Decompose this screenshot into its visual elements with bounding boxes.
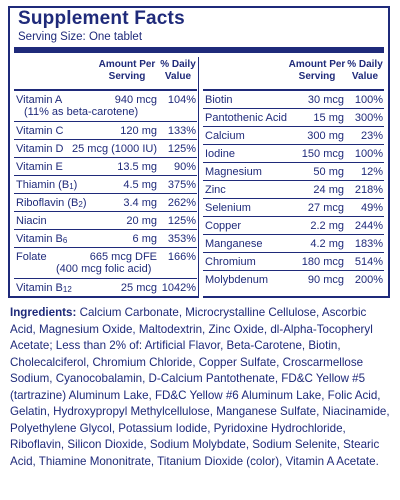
- nutrient-name-text: Niacin: [16, 215, 47, 227]
- nutrient-amount: 150 mcg: [301, 148, 344, 160]
- nutrient-row: [14, 176, 197, 194]
- nutrient-name-text: Iodine: [205, 148, 235, 160]
- nutrient-name: [16, 158, 63, 176]
- nutrient-name-text: Molybdenum: [205, 274, 268, 286]
- nutrient-name: [16, 248, 47, 266]
- nutrient-amount: 13.5 mg: [117, 161, 157, 173]
- nutrient-name: [16, 279, 72, 299]
- nutrient-name: [205, 199, 251, 217]
- amount-header-line1: Amount Per: [288, 59, 346, 70]
- nutrient-daily-value: 90%: [173, 161, 196, 173]
- right-nutrient-column: [203, 57, 384, 289]
- nutrient-name-text: Biotin: [205, 94, 233, 106]
- nutrient-name: [205, 253, 256, 271]
- panel-title: Supplement Facts: [18, 8, 185, 29]
- nutrient-daily-value: 514%: [354, 256, 383, 268]
- nutrient-row: [203, 145, 384, 163]
- nutrient-daily-value: 100%: [354, 148, 383, 160]
- nutrient-name-text: Manganese: [205, 238, 263, 250]
- nutrient-daily-value: 244%: [354, 220, 383, 232]
- nutrient-subscript: 12: [62, 285, 72, 294]
- nutrient-subscript: 6: [62, 236, 68, 245]
- nutrient-amount: 20 mg: [126, 215, 157, 227]
- nutrient-amount: 4.5 mg: [123, 179, 157, 191]
- nutrient-amount: 30 mcg: [307, 94, 344, 106]
- nutrient-name: [205, 127, 245, 145]
- nutrient-daily-value: 183%: [354, 238, 383, 250]
- dv-header: [159, 59, 197, 83]
- nutrient-name: [205, 91, 233, 109]
- nutrient-amount: 3.4 mg: [123, 197, 157, 209]
- nutrient-name: [205, 271, 268, 289]
- supplement-facts-panel: [8, 6, 390, 298]
- nutrient-name: [205, 235, 263, 253]
- dv-header-line2: Value: [164, 71, 192, 82]
- nutrient-row: [203, 235, 384, 253]
- nutrient-name: [205, 163, 262, 181]
- nutrient-row: [14, 140, 197, 158]
- nutrient-amount: 2.2 mg: [310, 220, 344, 232]
- nutrient-row: [14, 279, 197, 297]
- nutrient-row: [14, 194, 197, 212]
- nutrient-row: [203, 181, 384, 199]
- nutrient-name: [205, 109, 287, 127]
- nutrient-amount: 50 mg: [313, 166, 344, 178]
- nutrient-name-text: Riboflavin (B: [16, 197, 79, 209]
- nutrient-note: (400 mcg folic acid): [56, 263, 152, 275]
- nutrient-name: [205, 145, 235, 163]
- dv-header-line2: Value: [351, 71, 379, 82]
- nutrient-daily-value: 262%: [167, 197, 196, 209]
- nutrient-name-text: Vitamin D: [16, 143, 64, 155]
- nutrient-daily-value: 375%: [167, 179, 196, 191]
- nutrient-row: [203, 271, 384, 289]
- nutrient-name-text: Vitamin C: [16, 125, 64, 137]
- nutrient-amount: 6 mg: [132, 233, 157, 245]
- nutrient-row: [14, 230, 197, 248]
- nutrient-daily-value: 353%: [167, 233, 196, 245]
- nutrient-row: [203, 163, 384, 181]
- nutrient-row: [203, 253, 384, 271]
- nutrient-subscript: 1: [69, 182, 74, 191]
- nutrient-name: [16, 140, 63, 158]
- nutrient-daily-value: 125%: [167, 143, 196, 155]
- nutrient-subscript: 2: [78, 200, 83, 209]
- nutrient-daily-value: 166%: [167, 251, 196, 263]
- nutrient-name-text: Vitamin B: [16, 233, 63, 245]
- nutrient-amount: 25 mcg (1000 IU): [72, 143, 157, 155]
- nutrient-name-text: Thiamin (B: [16, 179, 70, 191]
- amount-header: [285, 59, 349, 83]
- nutrient-daily-value: 23%: [360, 130, 383, 142]
- nutrient-amount: 24 mg: [313, 184, 344, 196]
- nutrient-daily-value: 104%: [167, 94, 196, 106]
- right-rows: [203, 91, 384, 289]
- amount-header-line1: Amount Per: [98, 59, 156, 70]
- nutrient-name-text: Selenium: [205, 202, 251, 214]
- right-column-header: [203, 57, 384, 91]
- nutrient-daily-value: 300%: [354, 112, 383, 124]
- nutrient-amount: 120 mg: [120, 125, 157, 137]
- nutrient-name-text: Folate: [16, 251, 47, 263]
- nutrient-amount: 300 mg: [307, 130, 344, 142]
- nutrient-amount: 180 mcg: [301, 256, 344, 268]
- left-column-header: [14, 57, 197, 91]
- nutrient-name: [205, 181, 226, 199]
- nutrient-amount: 15 mg: [313, 112, 344, 124]
- nutrient-name: [16, 230, 67, 250]
- nutrient-note: (11% as beta-carotene): [24, 106, 139, 118]
- nutrient-name: [16, 176, 77, 196]
- nutrient-amount: 25 mcg: [120, 282, 157, 294]
- nutrient-row: [203, 127, 384, 145]
- amount-header: [92, 59, 162, 83]
- nutrient-daily-value: 133%: [167, 125, 196, 137]
- nutrient-amount: 665 mcg DFE: [89, 251, 157, 263]
- nutrient-name: [16, 194, 86, 214]
- nutrient-name-end: ): [73, 179, 78, 191]
- ingredients-label: Ingredients:: [10, 306, 77, 319]
- amount-header-line2: Serving: [298, 71, 336, 82]
- amount-header-line2: Serving: [108, 71, 146, 82]
- dv-header-line1: % Daily: [160, 59, 196, 70]
- nutrient-amount: 27 mcg: [307, 202, 344, 214]
- nutrient-row: [14, 248, 197, 279]
- ingredients-text: Calcium Carbonate, Microcrystalline Cellulose, Ascorbic Acid, Magnesium Oxide, Maltodextrin, Zinc Oxide, dl-Alpha-Tocopheryl Acetate; Less than 2% of: Artificial Flavor, Beta-Carotene, Biotin, Cholecalciferol, Chromium Chloride, Copper Sulfate, Croscarmellose Sodium, Cyanocobalamin, D-Calcium Pantothenate, FD&C Yellow #5 (tartrazine) Aluminum Lake, FD&C Yellow #6 Aluminum Lake, Folic Acid, Gelatin, Hydroxypropyl Methylcellulose, Manganese Sulfate, Niacinamide, Polyethylene Glycol, Potassium Iodide, Pyridoxine Hydrochloride, Riboflavin, Silicon Dioxide, Sodium Molybdate, Sodium Selenite, Stearic Acid, Thiamine Mononitrate, Titanium Dioxide (color), Vitamin A Acetate.: [10, 306, 390, 468]
- nutrient-daily-value: 125%: [167, 215, 196, 227]
- dv-header-line1: % Daily: [347, 59, 383, 70]
- nutrient-name-text: Magnesium: [205, 166, 262, 178]
- nutrient-daily-value: 49%: [360, 202, 383, 214]
- nutrient-daily-value: 200%: [354, 274, 383, 286]
- nutrient-row: [203, 91, 384, 109]
- nutrient-name-text: Vitamin A: [16, 94, 63, 106]
- left-nutrient-column: [14, 57, 197, 297]
- serving-size: Serving Size: One tablet: [18, 31, 143, 43]
- nutrient-name-text: Vitamin E: [16, 161, 63, 173]
- nutrient-name: [16, 212, 47, 230]
- nutrient-row: [203, 199, 384, 217]
- nutrient-row: [14, 122, 197, 140]
- nutrient-amount: 4.2 mg: [310, 238, 344, 250]
- nutrient-row: [14, 91, 197, 122]
- nutrient-daily-value: 12%: [360, 166, 383, 178]
- nutrient-row: [14, 158, 197, 176]
- nutrient-name-text: Copper: [205, 220, 242, 232]
- nutrient-name-text: Zinc: [205, 184, 226, 196]
- dv-header: [346, 59, 384, 83]
- nutrient-name-text: Vitamin B: [16, 282, 63, 294]
- left-rows: [14, 91, 197, 297]
- nutrient-name-end: ): [82, 197, 87, 209]
- nutrient-daily-value: 100%: [354, 94, 383, 106]
- nutrient-name: [16, 122, 63, 140]
- nutrient-amount: 940 mcg: [114, 94, 157, 106]
- nutrient-row: [203, 109, 384, 127]
- nutrient-row: [14, 212, 197, 230]
- nutrient-daily-value: 218%: [354, 184, 383, 196]
- nutrient-amount: 90 mcg: [307, 274, 344, 286]
- thick-divider: [14, 47, 384, 53]
- nutrient-name-text: Chromium: [205, 256, 256, 268]
- nutrient-name-text: Calcium: [205, 130, 245, 142]
- nutrient-daily-value: 1042%: [161, 282, 196, 294]
- nutrient-name-text: Pantothenic Acid: [205, 112, 287, 124]
- nutrient-name: [205, 217, 241, 235]
- ingredients-paragraph: [10, 305, 390, 470]
- nutrient-row: [203, 217, 384, 235]
